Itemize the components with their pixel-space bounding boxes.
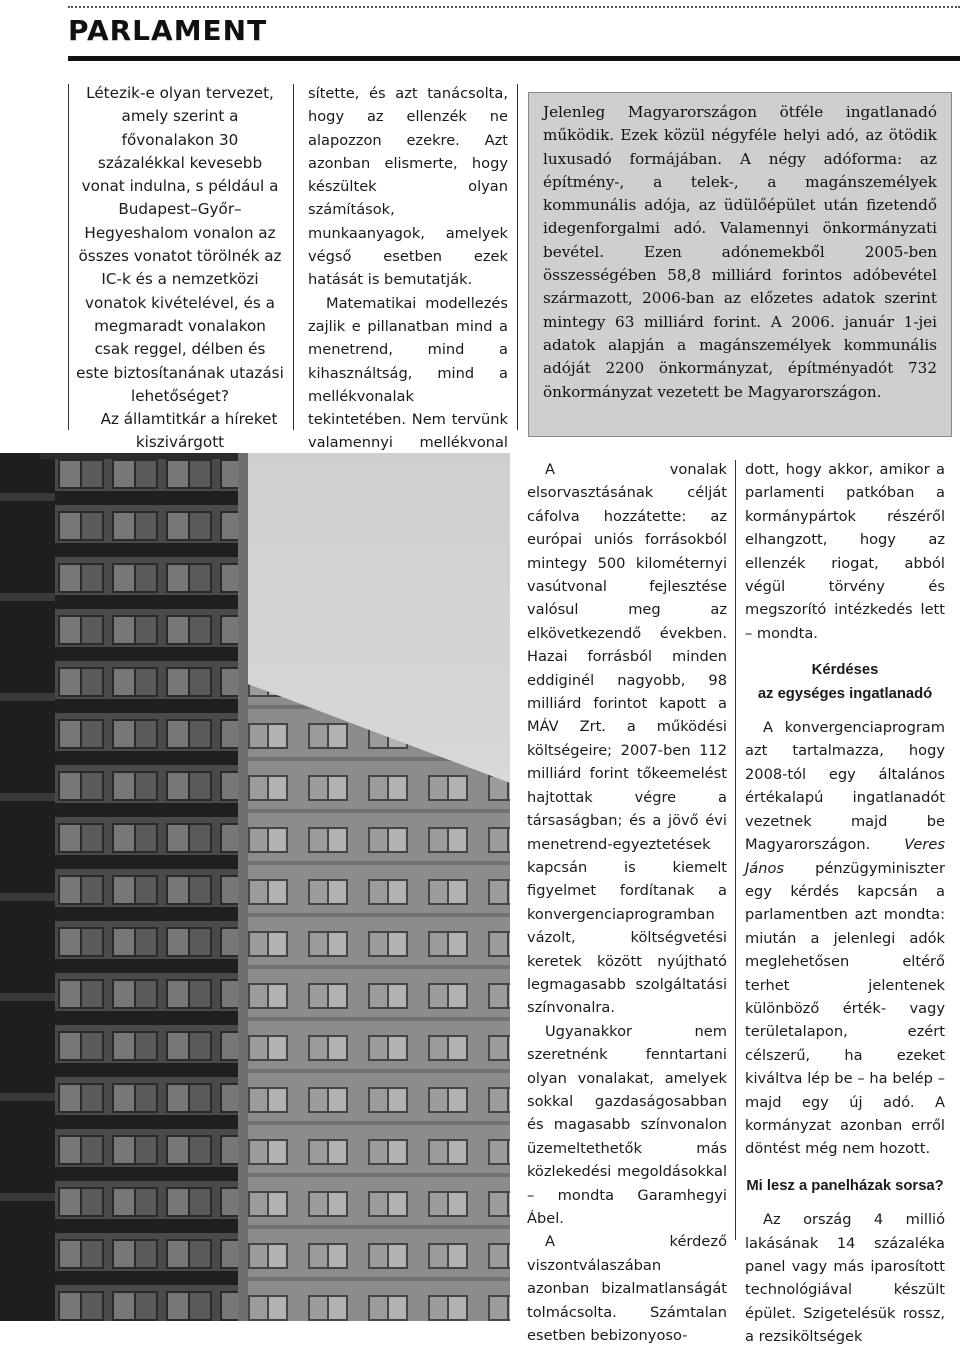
subheading-1-line-2: az egységes ingatlanadó (757, 685, 933, 702)
col3-paragraph-2: Ugyanakkor nem szeretnénk fenntartani olyan vonalakat, amelyek sokkal gazdaságosabban és magasabb színvonalon üzemeltethetők más közlekedési megoldásokkal – mondta Garamhegyi Ábel. (527, 1022, 727, 1227)
article-column-4 (745, 458, 945, 1349)
subheading-1-line-1: Kérdéses (811, 662, 879, 679)
lead-paragraph-2: Az államtitkár a híreket kiszivárgott (100, 410, 278, 452)
minister-name: Veres János (745, 836, 945, 877)
info-box-property-tax (528, 92, 952, 437)
article-column-2 (308, 82, 508, 501)
col4-paragraph-1: dott, hogy akkor, amikor a parlamenti patkóban a kormánypártok részéről elhangzott, hogy az ellenzék riogat, abból végül törvény és megszorító intézkedés lett – mondta. (745, 461, 945, 642)
lead-left-rule (68, 84, 69, 430)
col4-paragraph-3: Az ország 4 millió lakásának 14 százaléka panel vagy más iparosított technológiával készült épület. Szigetelésük rossz, a rezsiköltségek (745, 1211, 945, 1346)
article-column-3 (527, 458, 727, 1347)
subheading-property-tax (745, 659, 945, 706)
column-divider-2 (517, 84, 518, 430)
col4-paragraph-2a: A konvergenciaprogram azt tartalmazza, hogy 2008-tól egy általános értékalapú ingatlanadót vezetnek majd be Magyarországon. (745, 719, 945, 854)
lead-column (76, 82, 284, 501)
column-divider-1 (293, 84, 294, 430)
info-box-text: Jelenleg Magyarországon ötféle ingatlanadó működik. Ezek közül négyféle helyi adó, az ötödik luxusadó formájában. A négy adóforma: az építmény-, a telek-, a magánszemélyek kommunális adója, az üdülőépület után fizetendő idegenforgalmi adó. Valamennyi önkormányzati bevétel. Ezen adónemekből 2005-ben összességében 58,8 milliárd forintos adóbevétel származott, 2006-ban az előzetes adatok szerint mintegy 63 milliárd forint. A 2006. január 1-jei adatok alapján a magánszemélyek kommunális adóját 2200 önkormányzat, építményadót 732 önkormányzat vezetett be Magyarországon. (543, 103, 937, 401)
top-dotted-rule (68, 6, 960, 8)
title-rule (68, 56, 960, 61)
col4-paragraph-2 (745, 716, 945, 1161)
panel-building-illustration (0, 453, 510, 1321)
col2-paragraph-1: sítette, és azt tanácsolta, hogy az ellenzék ne alapozzon ezekre. Azt azonban elismerte, hogy készültek olyan számítások, munkaanyagok, amelyek végső esetben ezek hatását is bemutatják. (308, 85, 508, 289)
col3-paragraph-1: A vonalak elsorvasztásának célját cáfolva hozzátette: az európai uniós forrásokból mintegy 500 kilométernyi vasútvonal fejlesztése valósul meg az elkövetkezendő években. Hazai forrásból minden eddiginél nagyobb, 98 milliárd forintot kapott a MÁV Zrt. a működési költségeire; 2007-ben 112 milliárd forint tőkeemelést hajtottak végre a társaságban; és a jövő évi menetrend-egyeztetések kapcsán is kiemelt figyelmet fordítanak a konvergenciaprogramban vázolt, költségvetési keretek között nyújtható legmagasabb szolgáltatási színvonalra. (527, 461, 727, 1017)
col2-paragraph-2: Matematikai modellezés zajlik e pillanatban mind a menetrend, mind a kihasználtság, mind a mellékvonalak tekintetében. Nem tervünk valamennyi mellékvonal (308, 294, 508, 452)
col3-paragraph-3: A kérdező viszontválaszában azonban bizalmatlanságát tolmácsolta. Számtalan esetben bebizonyoso- (527, 1233, 727, 1345)
col4-paragraph-2b: pénzügyminiszter egy kérdés kapcsán a parlamentben azt mondta: miután a jelenlegi adók meglehetősen eltérő terhet jelentenek különböző érték- vagy területalapon, ezért célszerű, ha ezeket kiváltva lép be – ha belép – majd egy új adó. A kormányzat azonban erről döntést még nem hozott. (745, 859, 945, 1158)
subheading-panel-houses: Mi lesz a panelházak sorsa? (746, 1177, 944, 1194)
section-title: PARLAMENT (68, 14, 268, 47)
column-divider-3 (735, 460, 736, 1240)
lead-paragraph: Létezik-e olyan tervezet, amely szerint a fővonalakon 30 százalékkal kevesebb vonat indulna, s például a Budapest–Győr–Hegyeshalom vonalon az összes vonatot törölnék az IC-k és a nemzetközi vonatok kivételével, és a megmaradt vonalakon csak reggel, délben és este biztosítanának utazási lehetőséget? (76, 84, 284, 405)
panel-building-photo (0, 453, 510, 1321)
